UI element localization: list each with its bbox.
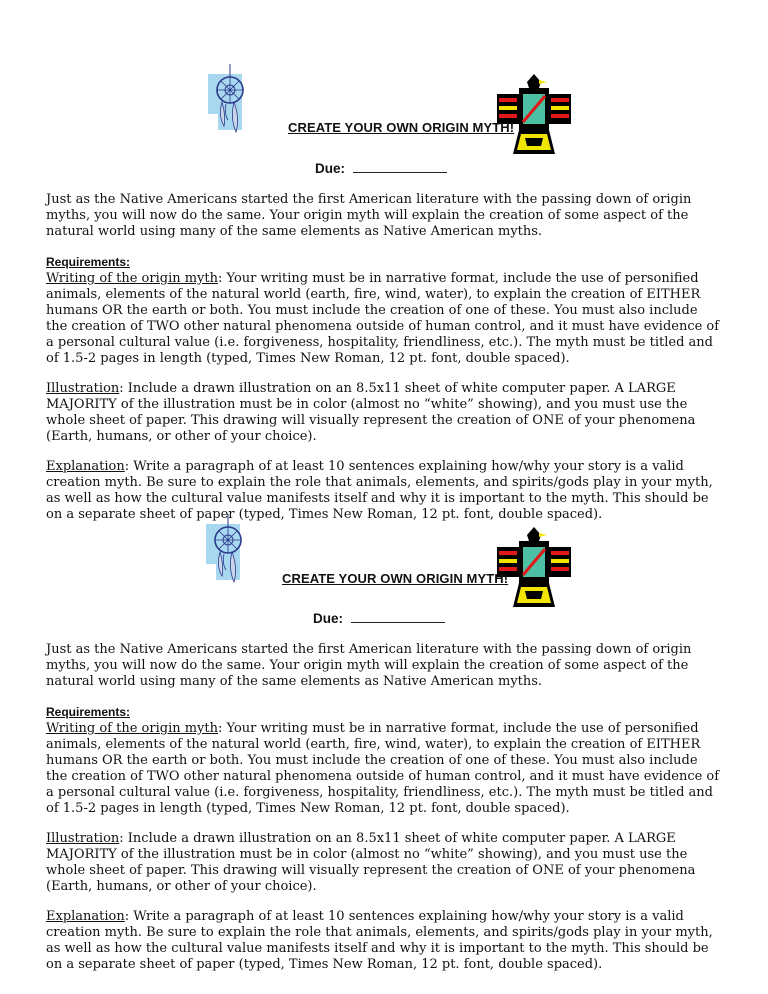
requirements-paragraph (46, 704, 722, 817)
intro-paragraph: Just as the Native Americans started the first American literature with the passing down of origin myths, you will now do the same. Your origin myth will explain the creation of some aspect of the natural world using many of the same elements as Native American myths. (46, 642, 692, 689)
due-date-field (313, 610, 445, 626)
due-label: Due: (315, 161, 345, 176)
illustration-text: : Include a drawn illustration on an 8.5x11 sheet of white computer paper. A LARGE MAJORITY of the illustration must be in color (almost no “white” showing), and you must use the whole sheet of paper. This drawing will visually represent the creation of ONE of your phenomena (Earth, humans, or other of your choice). (46, 831, 696, 894)
handout-title: CREATE YOUR OWN ORIGIN MYTH! (288, 120, 515, 135)
requirements-heading: Requirements: (46, 705, 131, 719)
explanation-paragraph (46, 459, 722, 523)
dreamcatcher-icon (198, 510, 268, 592)
handout-body (46, 642, 722, 987)
handout-body (46, 192, 722, 537)
requirements-heading: Requirements: (46, 255, 131, 269)
writing-text: : Your writing must be in narrative format, include the use of personified animals, elements of the natural world (earth, fire, wind, water), to explain the creation of EITHER humans OR the earth or both. You must include the creation of one of these. You must also include the creation of TWO other natural phenomena outside of human control, and it must have evidence of a personal cultural value (i.e. forgiveness, hospitality, friendliness, etc.). The myth must be titled and of 1.5-2 pages in length (typed, Times New Roman, 12 pt. font, double spaced). (46, 721, 720, 816)
due-blank-line (351, 610, 445, 623)
due-date-field (315, 160, 447, 176)
writing-label: Writing of the origin myth (46, 721, 219, 736)
handout-title: CREATE YOUR OWN ORIGIN MYTH! (282, 571, 509, 586)
thunderbird-icon (495, 72, 573, 164)
illustration-label: Illustration (46, 381, 120, 396)
requirements-paragraph (46, 254, 722, 367)
explanation-text: : Write a paragraph of at least 10 sentences explaining how/why your story is a valid creation myth. Be sure to explain the role that animals, elements, and spirits/gods play in your myth, as well as how the cultural value manifests itself and why it is important to the myth. This should be on a separate sheet of paper (typed, Times New Roman, 12 pt. font, double spaced). (46, 909, 713, 972)
writing-label: Writing of the origin myth (46, 271, 219, 286)
writing-text: : Your writing must be in narrative format, include the use of personified animals, elements of the natural world (earth, fire, wind, water), to explain the creation of EITHER humans OR the earth or both. You must include the creation of one of these. You must also include the creation of TWO other natural phenomena outside of human control, and it must have evidence of a personal cultural value (i.e. forgiveness, hospitality, friendliness, etc.). The myth must be titled and of 1.5-2 pages in length (typed, Times New Roman, 12 pt. font, double spaced). (46, 271, 720, 366)
intro-paragraph: Just as the Native Americans started the first American literature with the passing down of origin myths, you will now do the same. Your origin myth will explain the creation of some aspect of the natural world using many of the same elements as Native American myths. (46, 192, 692, 239)
illustration-paragraph (46, 381, 722, 445)
due-label: Due: (313, 611, 343, 626)
dreamcatcher-icon (200, 60, 270, 142)
explanation-label: Explanation (46, 909, 125, 924)
illustration-paragraph (46, 831, 722, 895)
explanation-text: : Write a paragraph of at least 10 sentences explaining how/why your story is a valid creation myth. Be sure to explain the role that animals, elements, and spirits/gods play in your myth, as well as how the cultural value manifests itself and why it is important to the myth. This should be on a separate sheet of paper (typed, Times New Roman, 12 pt. font, double spaced). (46, 459, 713, 522)
explanation-label: Explanation (46, 459, 125, 474)
illustration-text: : Include a drawn illustration on an 8.5x11 sheet of white computer paper. A LARGE MAJORITY of the illustration must be in color (almost no “white” showing), and you must use the whole sheet of paper. This drawing will visually represent the creation of ONE of your phenomena (Earth, humans, or other of your choice). (46, 381, 696, 444)
due-blank-line (353, 160, 447, 173)
illustration-label: Illustration (46, 831, 120, 846)
explanation-paragraph (46, 909, 722, 973)
